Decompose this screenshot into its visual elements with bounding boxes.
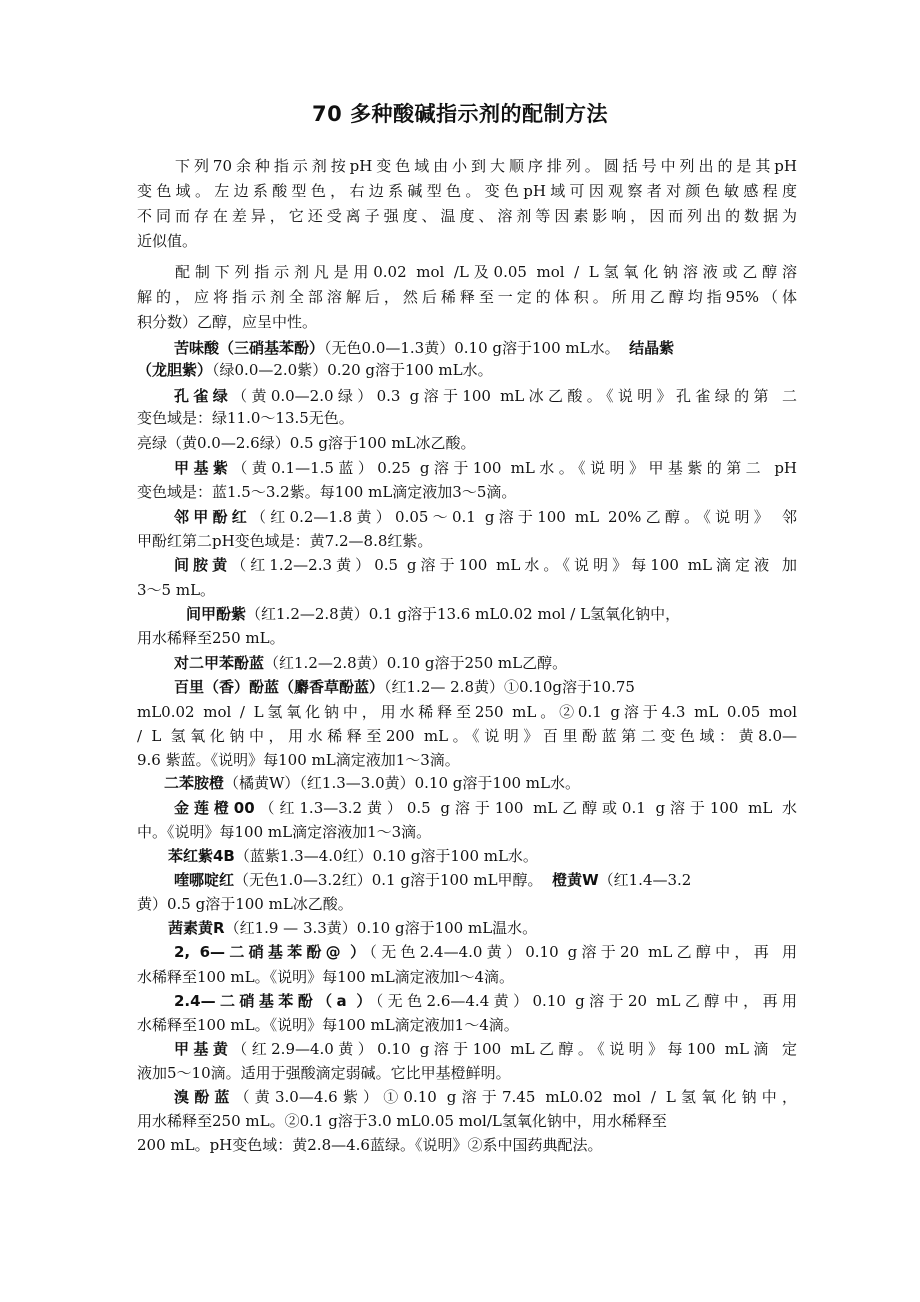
indicator-entry — [174, 1087, 797, 1107]
indicator-entry — [174, 991, 797, 1011]
indicator-name: 间甲酚紫 — [186, 605, 247, 623]
intro-line: 配制下列指示剂凡是用0.02 mol /L及0.05 mol / L氢氧化钠溶液或乙醇溶 — [175, 263, 797, 281]
entry-text: （无色1.0—3.2红）0.1 g溶于100 mL甲醇。 — [234, 871, 543, 889]
indicator-name: 苦味酸（三硝基苯酚） — [174, 339, 325, 357]
entry-continuation: 水稀释至100 mL。《说明》每100 mL滴定液加1～4滴。 — [137, 1016, 519, 1034]
entry-text: （黄0.0—2.0绿）0.3 g溶于100 mL冰乙酸。《说明》孔雀绿的第 二 — [232, 387, 797, 405]
indicator-name: （龙胆紫） — [137, 361, 213, 379]
entry-text: （无色2.6—4.4黄）0.10 g溶于20 mL乙醇中，再用 — [375, 992, 797, 1010]
indicator-name: 结晶紫 — [629, 339, 675, 357]
indicator-entry — [174, 458, 797, 478]
intro-line: 下列70余种指示剂按pH变色域由小到大顺序排列。圆括号中列出的是其pH — [175, 157, 797, 175]
indicator-entry — [174, 942, 797, 962]
entry-continuation: 变色域是：绿11.0～13.5无色。 — [137, 409, 354, 427]
indicator-name: 甲基紫 — [174, 459, 233, 477]
entry-continuation: 9.6 紫蓝。《说明》每100 mL滴定液加1～3滴。 — [137, 751, 460, 769]
indicator-name: 邻甲酚红 — [174, 508, 252, 526]
page-title: 70 多种酸碱指示剂的配制方法 — [311, 102, 609, 126]
intro-line: 积分数）乙醇，应呈中性。 — [137, 313, 318, 331]
indicator-name: 2, 6—二硝基苯酚@ ） — [174, 943, 370, 961]
entry-text: （橘黄W）（红1.3—3.0黄）0.10 g溶于100 mL水。 — [224, 774, 580, 792]
intro-line: 变色域。左边系酸型色，右边系碱型色。变色pH域可因观察者对颜色敏感程度 — [137, 182, 797, 200]
entry-text: （黄0.1—1.5蓝）0.25 g溶于100 mL水。《说明》甲基紫的第二 pH — [232, 459, 797, 477]
entry-continuation: / L 氢氧化钠中，用水稀释至200 mL。《说明》百里酚蓝第二变色域：黄8.0— — [137, 727, 797, 745]
entry-text: （红2.9—4.0黄）0.10 g溶于100 mL乙醇。《说明》每100 mL滴 定 — [232, 1040, 797, 1058]
indicator-name: 茜素黄R — [168, 919, 225, 937]
entry-text: （红1.2—2.8黄）0.10 g溶于250 mL乙醇。 — [264, 654, 568, 672]
indicator-entry — [174, 653, 797, 673]
indicator-name: 百里（香）酚蓝（麝香草酚蓝） — [174, 678, 385, 696]
indicator-entry — [174, 555, 797, 575]
indicator-name: 对二甲苯酚蓝 — [174, 654, 265, 672]
entry-text: （红1.2— 2.8黄）①0.10g溶于10.75 — [384, 678, 635, 696]
entry-text: （蓝紫1.3—4.0红）0.10 g溶于100 mL水。 — [234, 847, 538, 865]
indicator-name: 孔雀绿 — [174, 387, 233, 405]
indicator-entry — [174, 1039, 797, 1059]
entry-continuation: 水稀释至100 mL。《说明》每100 mL滴定液加l～4滴。 — [137, 968, 515, 986]
intro-line: 近似值。 — [137, 232, 198, 250]
indicator-name: 橙黄W — [552, 871, 599, 889]
entry-text: （绿0.0—2.0紫）0.20 g溶于100 mL水。 — [212, 361, 493, 379]
entry-continuation: 中。《说明》每100 mL滴定溶液加1～3滴。 — [137, 823, 432, 841]
entry-text: （黄3.0—4.6紫）①0.10 g溶于7.45 mL0.02 mol / L氢氧化钠中， — [234, 1088, 797, 1106]
indicator-entry — [168, 846, 797, 866]
entry-continuation: 3～5 mL。 — [137, 581, 216, 599]
entry-text: （红1.9 — 3.3黄）0.10 g溶于100 mL温水。 — [224, 919, 538, 937]
indicator-name: 喹哪啶红 — [174, 871, 235, 889]
entry-text: （红1.4—3.2 — [598, 871, 692, 889]
indicator-name: 金莲橙00 — [174, 799, 255, 817]
indicator-entry — [174, 386, 797, 406]
entry-text: （红0.2—1.8黄）0.05～0.1 g溶于100 mL 20%乙醇。《说明》 邻 — [251, 508, 797, 526]
indicator-name: 甲基黄 — [174, 1040, 233, 1058]
indicator-name: 苯红紫4B — [168, 847, 235, 865]
indicator-name: 2.4—二硝基苯酚（a ） — [174, 992, 376, 1010]
entry-text: （红1.3—3.2黄）0.5 g溶于100 mL乙醇或0.1 g溶于100 mL 水 — [254, 799, 797, 817]
entry-text: （无色2.4—4.0黄）0.10 g溶于20 mL乙醇中，再 用 — [369, 943, 797, 961]
indicator-entry — [137, 360, 797, 380]
indicator-entry — [174, 507, 797, 527]
indicator-entry — [168, 918, 797, 938]
intro-line: 不同而存在差异，它还受离子强度、温度、溶剂等因素影响，因而列出的数据为 — [137, 207, 797, 225]
indicator-name: 间胺黄 — [174, 556, 232, 574]
entry-text: （红1.2—2.3黄）0.5 g溶于100 mL水。《说明》每100 mL滴定液 加 — [231, 556, 797, 574]
indicator-entry: 亮绿（黄0.0—2.6绿）0.5 g溶于100 mL冰乙酸。 — [137, 434, 476, 452]
entry-continuation: 用水稀释至250 mL。 — [137, 629, 285, 647]
indicator-entry — [174, 870, 797, 890]
entry-continuation: mL0.02 mol / L氢氧化钠中，用水稀释至250 mL。②0.1 g溶于4.3 mL 0.05 mol — [137, 703, 797, 721]
indicator-entry — [174, 338, 797, 358]
entry-continuation: 用水稀释至250 mL。②0.1 g溶于3.0 mL0.05 mol/L氢氧化钠中，用水稀释至 — [137, 1112, 667, 1130]
entry-text: （红1.2—2.8黄）0.1 g溶于13.6 mL0.02 mol / L氢氧化钠中， — [246, 605, 681, 623]
indicator-name: 二苯胺橙 — [164, 774, 225, 792]
indicator-entry — [186, 604, 797, 624]
entry-continuation: 变色域是：蓝1.5～3.2紫。每100 mL滴定液加3～5滴。 — [137, 483, 517, 501]
entry-continuation: 200 mL。pH变色域：黄2.8—4.6蓝绿。《说明》②系中国药典配法。 — [137, 1136, 603, 1154]
indicator-entry — [164, 773, 797, 793]
intro-line: 解的，应将指示剂全部溶解后，然后稀释至一定的体积。所用乙醇均指95%（体 — [137, 288, 797, 306]
entry-continuation: 黄）0.5 g溶于100 mL冰乙酸。 — [137, 895, 353, 913]
entry-text: （无色0.0—1.3黄）0.10 g溶于100 mL水。 — [324, 339, 620, 357]
indicator-entry — [174, 677, 797, 697]
entry-continuation: 液加5～10滴。适用于强酸滴定弱碱。它比甲基橙鲜明。 — [137, 1064, 511, 1082]
entry-continuation: 甲酚红第二pH变色域是：黄7.2—8.8红紫。 — [137, 532, 433, 550]
indicator-name: 溴酚蓝 — [174, 1088, 235, 1106]
indicator-entry — [174, 798, 797, 818]
